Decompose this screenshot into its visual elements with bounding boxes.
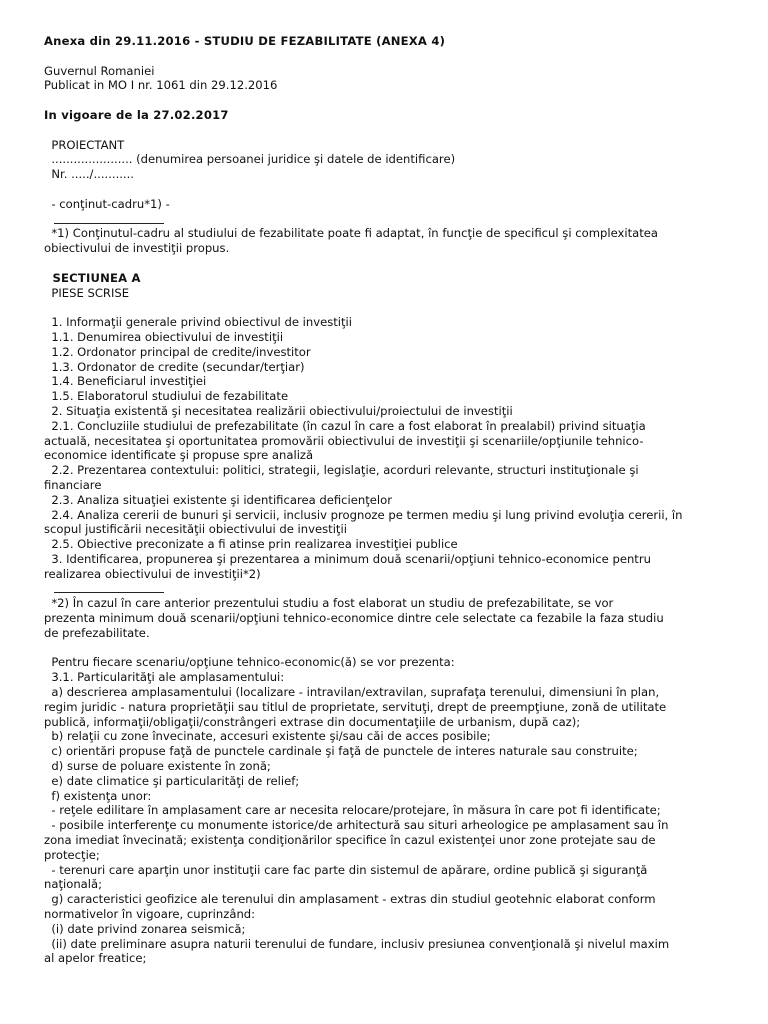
document-body [44,138,734,967]
footnote-separator [44,581,734,596]
text-line: economice identificate şi propuse spre analiză [44,448,314,463]
text-line: naţională; [44,877,102,892]
issuer-line: Guvernul Romaniei [44,63,155,78]
text-line: Pentru fiecare scenariu/opţiune tehnico-economic(ă) se vor prezenta: [44,655,455,670]
text-line: f) existenţa unor: [44,788,152,803]
separator-line [54,223,164,224]
text-line: publică, informaţii/obligaţii/constrângeri extrase din documentaţiile de urbanism, după caz); [44,714,581,729]
text-line: 3. Identificarea, propunerea şi prezentarea a minimum două scenarii/opţiuni tehnico-economice pentru [44,551,651,566]
text-line: regim juridic - natura proprietăţii sau titlul de proprietate, servituţi, drept de preempţiune, zonă de utilitate [44,699,667,714]
text-line: actuală, necesitatea şi oportunitatea promovării obiectivului de investiţii şi scenariile/opţiunile tehnico- [44,433,644,448]
text-line: 1.2. Ordonator principal de credite/investitor [44,344,311,359]
text-line: 2.3. Analiza situaţiei existente şi identificarea deficienţelor [44,492,393,507]
document-title: Anexa din 29.11.2016 - STUDIU DE FEZABILITATE (ANEXA 4) [44,34,446,48]
footnote-separator [44,212,734,227]
text-line: 2.1. Concluziile studiului de prefezabilitate (în cazul în care a fost elaborat în prealabil) privind situaţia [44,418,646,433]
text-line: 3.1. Particularităţi ale amplasamentului: [44,670,285,685]
spacer [44,49,734,64]
text-line: Nr. ...../........... [44,167,134,182]
text-line: - terenuri care aparţin unor instituţii care fac parte din sistemul de apărare, ordine publică şi siguranţă [44,862,648,877]
in-force-line: In vigoare de la 27.02.2017 [44,107,229,122]
text-line: PROIECTANT [44,137,125,152]
text-line: - posibile interferenţe cu monumente istorice/de arhitectură sau situri arheologice pe amplasament sau în [44,818,669,833]
text-line: *2) În cazul în care anterior prezentului studiu a fost elaborat un studiu de prefezabilitate, se vor [44,596,614,611]
text-line: protecţie; [44,847,100,862]
text-line: - reţele edilitare în amplasament care ar necesita relocare/protejare, în măsura în care pot fi identificate; [44,803,661,818]
text-line: - conţinut-cadru*1) - [44,196,170,211]
text-line: 2.5. Obiective preconizate a fi atinse prin realizarea investiţiei publice [44,537,458,552]
spacer [44,123,734,138]
text-line: g) caracteristici geofizice ale terenului din amplasament - extras din studiul geotehnic elaborat conform [44,892,656,907]
text-line: 1.3. Ordonator de credite (secundar/terţiar) [44,359,305,374]
text-line: e) date climatice şi particularităţi de relief; [44,773,300,788]
separator-line [54,592,164,593]
text-line: ...................... (denumirea persoanei juridice şi datele de identificare) [44,152,456,167]
text-line: 1.4. Beneficiarul investiţiei [44,374,207,389]
text-line: realizarea obiectivului de investiţii*2) [44,566,261,581]
text-line: 2.2. Prezentarea contextului: politici, strategii, legislaţie, acorduri relevante, structuri instituţionale şi [44,463,639,478]
text-line: 2.4. Analiza cererii de bunuri şi servicii, inclusiv prognoze pe termen mediu şi lung privind evoluţia cererii, în [44,507,683,522]
publication-line: Publicat in MO I nr. 1061 din 29.12.2016 [44,78,278,93]
text-line: obiectivului de investiţii propus. [44,241,230,256]
spacer [44,93,734,108]
text-line: 1. Informaţii generale privind obiectivul de investiţii [44,315,353,330]
section-heading: SECTIUNEA A [44,270,141,285]
text-line: c) orientări propuse faţă de punctele cardinale şi faţă de punctele de interes naturale sau construite; [44,744,638,759]
text-line: zona imediat învecinată; existenţa condiţionărilor specifice în cazul existenţei unor zone protejate sau de [44,833,656,848]
text-line: al apelor freatice; [44,951,147,966]
text-line: financiare [44,477,102,492]
text-line: PIESE SCRISE [44,285,130,300]
text-line: normativelor în vigoare, cuprinzând: [44,907,256,922]
text-line: de prefezabilitate. [44,625,150,640]
spacer [44,182,734,197]
text-line: 1.5. Elaboratorul studiului de fezabilitate [44,389,289,404]
text-line: d) surse de poluare existente în zonă; [44,759,271,774]
text-line: (i) date privind zonarea seismică; [44,921,246,936]
text-line: scopul justificării necesităţii obiectivului de investiţii [44,522,347,537]
text-line: 1.1. Denumirea obiectivului de investiţii [44,329,284,344]
spacer [44,256,734,271]
text-line: (ii) date preliminare asupra naturii terenului de fundare, inclusiv presiunea convenţională şi nivelul maxim [44,936,670,951]
text-line: *1) Conţinutul-cadru al studiului de fezabilitate poate fi adaptat, în funcţie de specificul şi complexitatea [44,226,659,241]
text-line: a) descrierea amplasamentului (localizare - intravilan/extravilan, suprafaţa terenului, dimensiuni în plan, [44,685,660,700]
spacer [44,641,734,656]
text-line: 2. Situaţia existentă şi necesitatea realizării obiectivului/proiectului de investiţii [44,403,513,418]
text-line: prezenta minimum două scenarii/opţiuni tehnico-economice dintre cele selectate ca fezabile la faza studiu [44,611,664,626]
text-line: b) relaţii cu zone învecinate, accesuri existente şi/sau căi de acces posibile; [44,729,491,744]
spacer [44,300,734,315]
document-page [44,34,734,966]
